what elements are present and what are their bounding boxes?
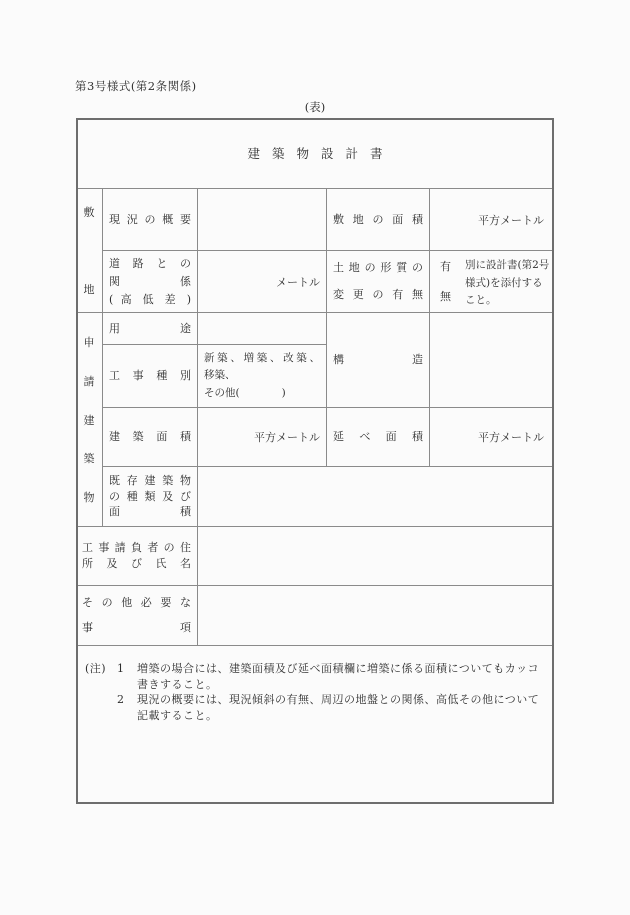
field-land-alteration-yes-no[interactable] xyxy=(430,251,554,313)
label-structure: 構 造 xyxy=(327,313,430,408)
label-line: 現 況 の 概 要 xyxy=(109,212,191,226)
option-yes[interactable]: 有 xyxy=(440,260,451,273)
field-building-area[interactable]: 平方メートル xyxy=(198,408,327,467)
note-item-1: 1 増築の場合には、建築面積及び延べ面積欄に増築に係る面積についてもカッコ書きすること。 xyxy=(117,662,540,691)
field-total-floor-area[interactable]: 平方メートル xyxy=(430,408,554,467)
label-land-alteration: 土 地 の 形 質 の 変 更 の 有 無 xyxy=(327,251,430,313)
field-road-relation[interactable]: メートル xyxy=(198,251,327,313)
field-use[interactable] xyxy=(198,313,327,345)
field-site-area[interactable]: 平方メートル xyxy=(430,189,554,251)
sheet-side-label: (表) xyxy=(304,100,326,114)
form-number: 第3号様式(第2条関係) xyxy=(75,79,197,93)
field-contractor[interactable] xyxy=(198,527,554,586)
label-contractor: 工 事 請 負 者 の 住 所 及 び 氏 名 xyxy=(76,527,198,586)
label-site-area xyxy=(327,189,430,251)
field-construction-type[interactable]: 新築、増築、改築、 移築、 その他( ) xyxy=(198,345,327,408)
note-item-2: 2 現況の概要には、現況傾斜の有無、周辺の地盤との関係、高低その他について記載すること。 xyxy=(117,693,540,722)
field-structure[interactable] xyxy=(430,313,554,408)
note-items xyxy=(117,661,546,804)
form-notes xyxy=(76,646,554,804)
field-other-items[interactable] xyxy=(198,586,554,646)
group-label-site: 敷 地 xyxy=(76,189,103,313)
field-existing-buildings[interactable] xyxy=(198,467,554,527)
group-label-application-building: 申 請 建 築 物 xyxy=(76,313,103,527)
label-construction-type: 工 事 種 別 xyxy=(103,345,198,408)
field-current-conditions[interactable] xyxy=(198,189,327,251)
label-building-area: 建 築 面 積 xyxy=(103,408,198,467)
label-use: 用 途 xyxy=(103,313,198,345)
label-line: 敷 地 の 面 積 xyxy=(333,212,423,226)
label-existing-buildings: 既 存 建 築 物 の 種 類 及 び 面 積 xyxy=(103,467,198,527)
label-road-relation: 道 路 と の 関 係 ( 高 低 差 ) xyxy=(103,251,198,313)
building-design-form-table xyxy=(76,118,554,804)
label-total-floor-area: 延 べ 面 積 xyxy=(327,408,430,467)
yes-no-options xyxy=(440,257,454,306)
form-title: 建築物設計書 xyxy=(76,118,554,189)
land-alteration-instruction: 別に設計書(第2号様式)を添付すること。 xyxy=(465,259,550,306)
note-marker: (注) xyxy=(85,662,107,675)
label-current-conditions xyxy=(103,189,198,251)
option-no[interactable]: 無 xyxy=(440,290,451,303)
label-other-items: そ の 他 必 要 な 事 項 xyxy=(76,586,198,646)
